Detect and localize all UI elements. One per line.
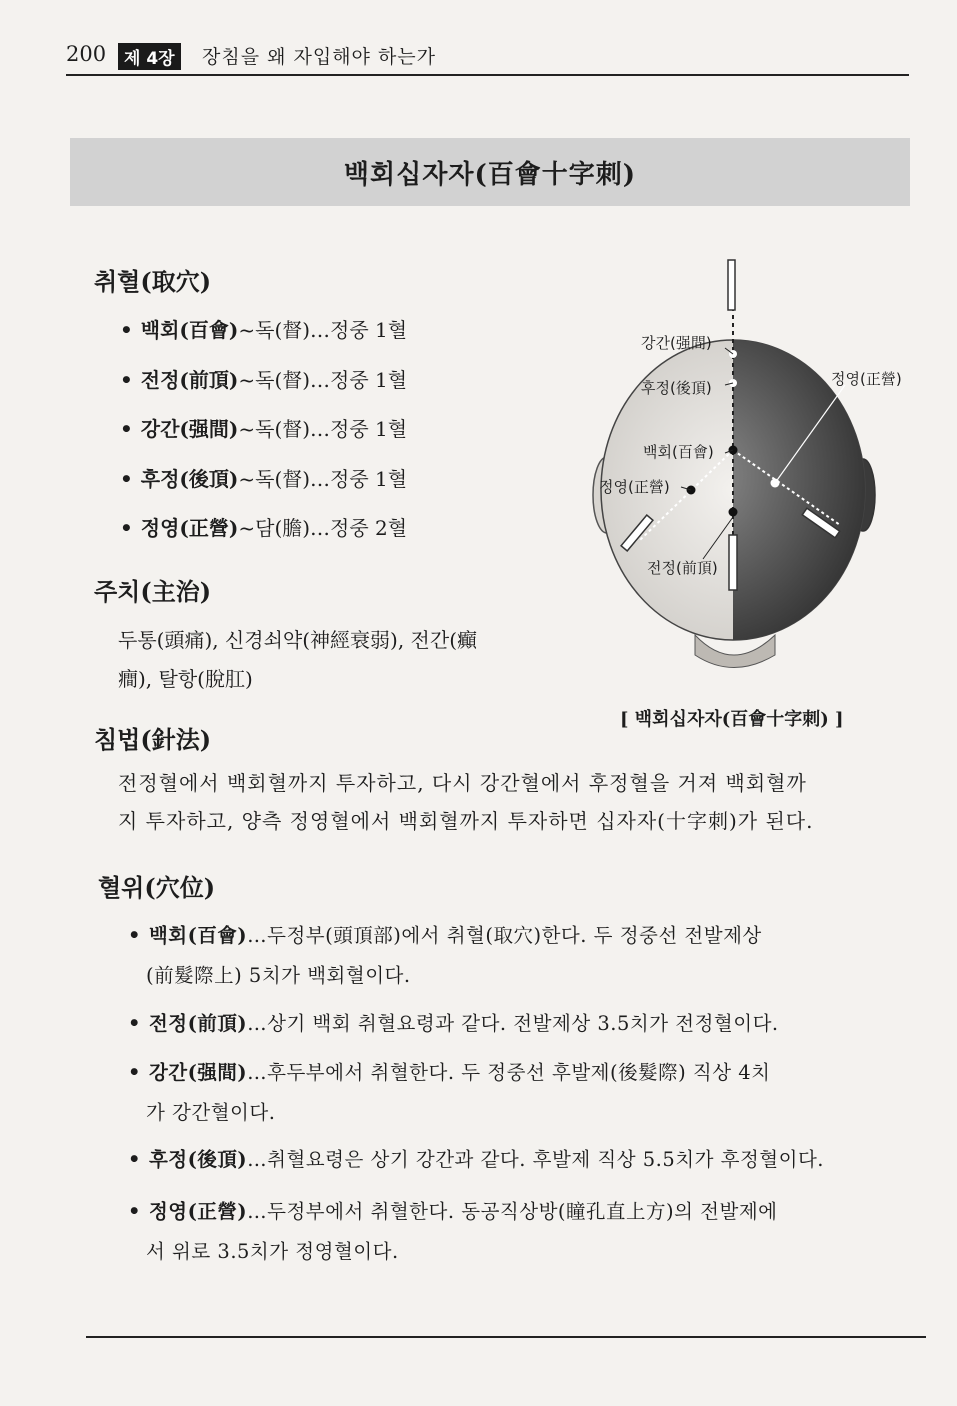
page-number: 200 — [66, 42, 107, 66]
method-heading: 침법(針法) — [94, 725, 212, 754]
label-jeongyeong-right: 정영(正營) — [831, 370, 902, 388]
location-desc: …두정부에서 취혈한다. 동공직상방(瞳孔直上方)의 전발제에 — [247, 1200, 778, 1223]
location-name: 후정(後頂) — [148, 1148, 248, 1171]
head-illustration — [585, 255, 915, 685]
acupoint-desc: ~담(膽)…정중 2혈 — [238, 516, 408, 540]
acupoint-name: 정영(正營) — [140, 516, 239, 540]
acupoint-desc: ~독(督)…정중 1혈 — [238, 368, 408, 392]
location-name: 강간(强間) — [148, 1061, 248, 1084]
indications-line: 두통(頭痛), 신경쇠약(神經衰弱), 전간(癲 — [118, 628, 478, 652]
acupoints-heading: 취혈(取穴) — [94, 267, 212, 296]
location-name: 백회(百會) — [148, 924, 248, 947]
acupoint-name: 후정(後頂) — [140, 467, 239, 491]
chapter-title: 장침을 왜 자입해야 하는가 — [202, 46, 437, 68]
label-baekhoe: 백회(百會) — [643, 443, 714, 461]
figure-caption: [ 백회십자자(百會十字刺) ] — [620, 709, 844, 730]
chapter-badge: 제 4장 — [118, 43, 181, 70]
acupoint-name: 전정(前頂) — [140, 368, 239, 392]
location-cont: 가 강간혈이다. — [146, 1101, 276, 1124]
method-line: 지 투자하고, 양측 정영혈에서 백회혈까지 투자하면 십자자(十字刺)가 된다. — [118, 809, 814, 833]
acupoint-desc: ~독(督)…정중 1혈 — [238, 318, 408, 342]
point-jeonjeong — [729, 508, 738, 517]
location-name: 전정(前頂) — [148, 1012, 248, 1035]
location-entry: • 강간(强間)…후두부에서 취혈한다. 두 정중선 후발제(後髮際) 직상 4치 — [128, 1061, 771, 1084]
method-line: 전정혈에서 백회혈까지 투자하고, 다시 강간혈에서 후정혈을 거져 백회혈까 — [118, 771, 807, 795]
label-gangan: 강간(强間) — [641, 334, 712, 352]
acupoint-name: 백회(百會) — [140, 318, 239, 342]
location-desc: …취혈요령은 상기 강간과 같다. 후발제 직상 5.5치가 후정혈이다. — [247, 1148, 824, 1171]
acupoint-item: • 후정(後頂)~독(督)…정중 1혈 — [120, 467, 408, 491]
acupoint-desc: ~독(督)…정중 1혈 — [238, 417, 408, 441]
indications-line: 癎), 탈항(脫肛) — [118, 667, 253, 691]
needle-top — [728, 260, 735, 310]
indications-heading: 주치(主治) — [94, 577, 212, 606]
location-cont: (前髮際上) 5치가 백회혈이다. — [146, 964, 411, 987]
location-name: 정영(正營) — [148, 1200, 248, 1223]
location-cont: 서 위로 3.5치가 정영혈이다. — [146, 1240, 399, 1263]
needle-bottom — [729, 535, 737, 590]
acupoint-item: • 강간(强間)~독(督)…정중 1혈 — [120, 417, 408, 441]
acupoint-item: • 전정(前頂)~독(督)…정중 1혈 — [120, 368, 408, 392]
footer-rule — [86, 1336, 926, 1338]
acupoint-item: • 백회(百會)~독(督)…정중 1혈 — [120, 318, 408, 342]
label-hujeong: 후정(後頂) — [641, 379, 712, 397]
label-jeongyeong-left: 정영(正營) — [599, 478, 670, 496]
acupoint-name: 강간(强間) — [140, 417, 239, 441]
location-entry: • 전정(前頂)…상기 백회 취혈요령과 같다. 전발제상 3.5치가 전정혈이다. — [128, 1012, 779, 1035]
location-entry: • 정영(正營)…두정부에서 취혈한다. 동공직상방(瞳孔直上方)의 전발제에 — [128, 1200, 778, 1223]
page-title: 백회십자자(百會十字刺) — [343, 160, 637, 190]
header-rule — [66, 74, 909, 76]
location-desc: …두정부(頭頂部)에서 취혈(取穴)한다. 두 정중선 전발제상 — [247, 924, 762, 947]
label-jeonjeong: 전정(前頂) — [647, 559, 718, 577]
location-desc: …상기 백회 취혈요령과 같다. 전발제상 3.5치가 전정혈이다. — [247, 1012, 779, 1035]
acupoint-item: • 정영(正營)~담(膽)…정중 2혈 — [120, 516, 408, 540]
acupoint-desc: ~독(督)…정중 1혈 — [238, 467, 408, 491]
head-svg — [585, 255, 915, 685]
location-entry: • 후정(後頂)…취혈요령은 상기 강간과 같다. 후발제 직상 5.5치가 후정혈이다. — [128, 1148, 824, 1171]
location-desc: …후두부에서 취혈한다. 두 정중선 후발제(後髮際) 직상 4치 — [247, 1061, 771, 1084]
location-heading: 혈위(穴位) — [98, 873, 216, 902]
location-entry: • 백회(百會)…두정부(頭頂部)에서 취혈(取穴)한다. 두 정중선 전발제상 — [128, 924, 762, 947]
